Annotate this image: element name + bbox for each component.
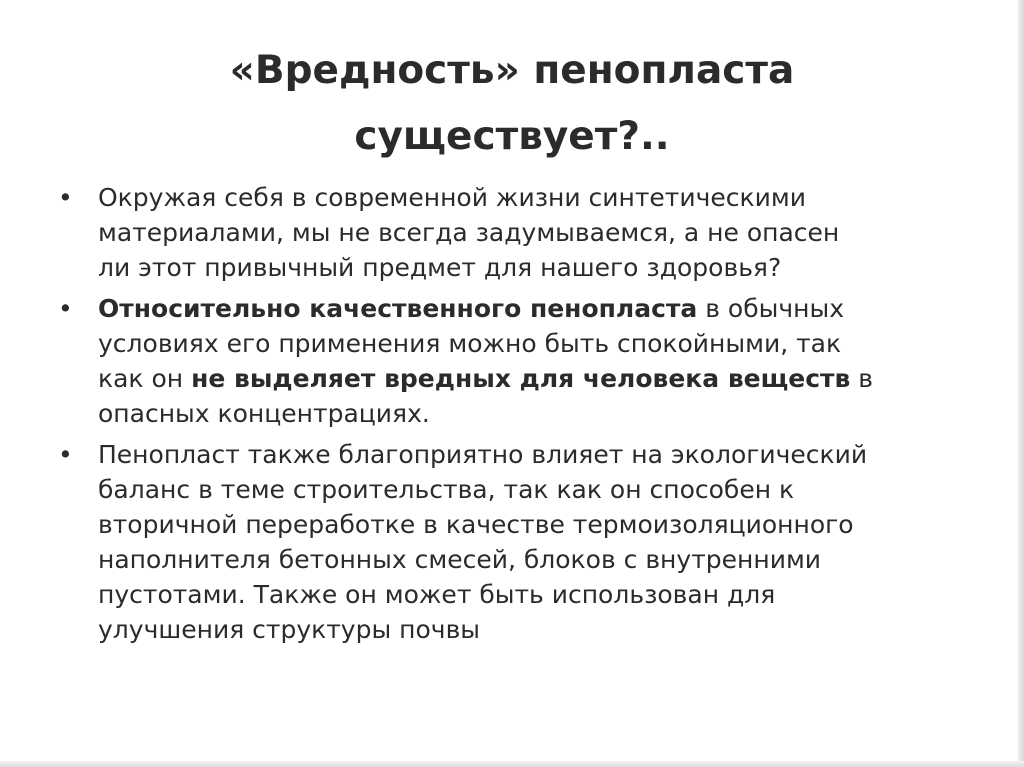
text-line: условиях его применения можно быть спокойными, так: [98, 329, 842, 358]
text-fragment: как он: [98, 364, 192, 393]
slide-frame-right: [1018, 0, 1024, 767]
title-line: «Вредность» пенопласта: [229, 48, 795, 93]
slide-title: [60, 38, 964, 170]
text-line: наполнителя бетонных смесей, блоков с внутренними: [98, 545, 822, 574]
bullet-dot-icon: •: [58, 294, 73, 323]
slide-frame-bottom: [0, 761, 1024, 767]
bullet-list: [58, 180, 978, 653]
title-line: существует?..: [354, 114, 670, 159]
bullet-item-2: [58, 291, 978, 431]
text-line: пустотами. Также он может быть использован для: [98, 580, 776, 609]
bullet-dot-icon: •: [58, 183, 73, 212]
text-line: улучшения структуры почвы: [98, 615, 481, 644]
text-line: [98, 361, 978, 396]
bold-phrase: Относительно качественного пенопласта: [98, 294, 698, 323]
text-line: [98, 291, 978, 326]
bullet-item-1: [58, 180, 978, 285]
text-line: опасных концентрациях.: [98, 399, 430, 428]
bold-phrase: не выделяет вредных для человека веществ: [191, 364, 851, 393]
text-line: Окружая себя в современной жизни синтетическими: [98, 183, 806, 212]
bullet-item-3: [58, 437, 978, 647]
text-line: баланс в теме строительства, так как он способен к: [98, 475, 795, 504]
text-line: вторичной переработке в качестве термоизоляционного: [98, 510, 854, 539]
text-line: Пенопласт также благоприятно влияет на экологический: [98, 440, 868, 469]
text-fragment: в обычных: [697, 294, 844, 323]
text-line: ли этот привычный предмет для нашего здоровья?: [98, 253, 782, 282]
text-fragment: в: [850, 364, 874, 393]
text-line: материалами, мы не всегда задумываемся, а не опасен: [98, 218, 840, 247]
bullet-dot-icon: •: [58, 440, 73, 469]
